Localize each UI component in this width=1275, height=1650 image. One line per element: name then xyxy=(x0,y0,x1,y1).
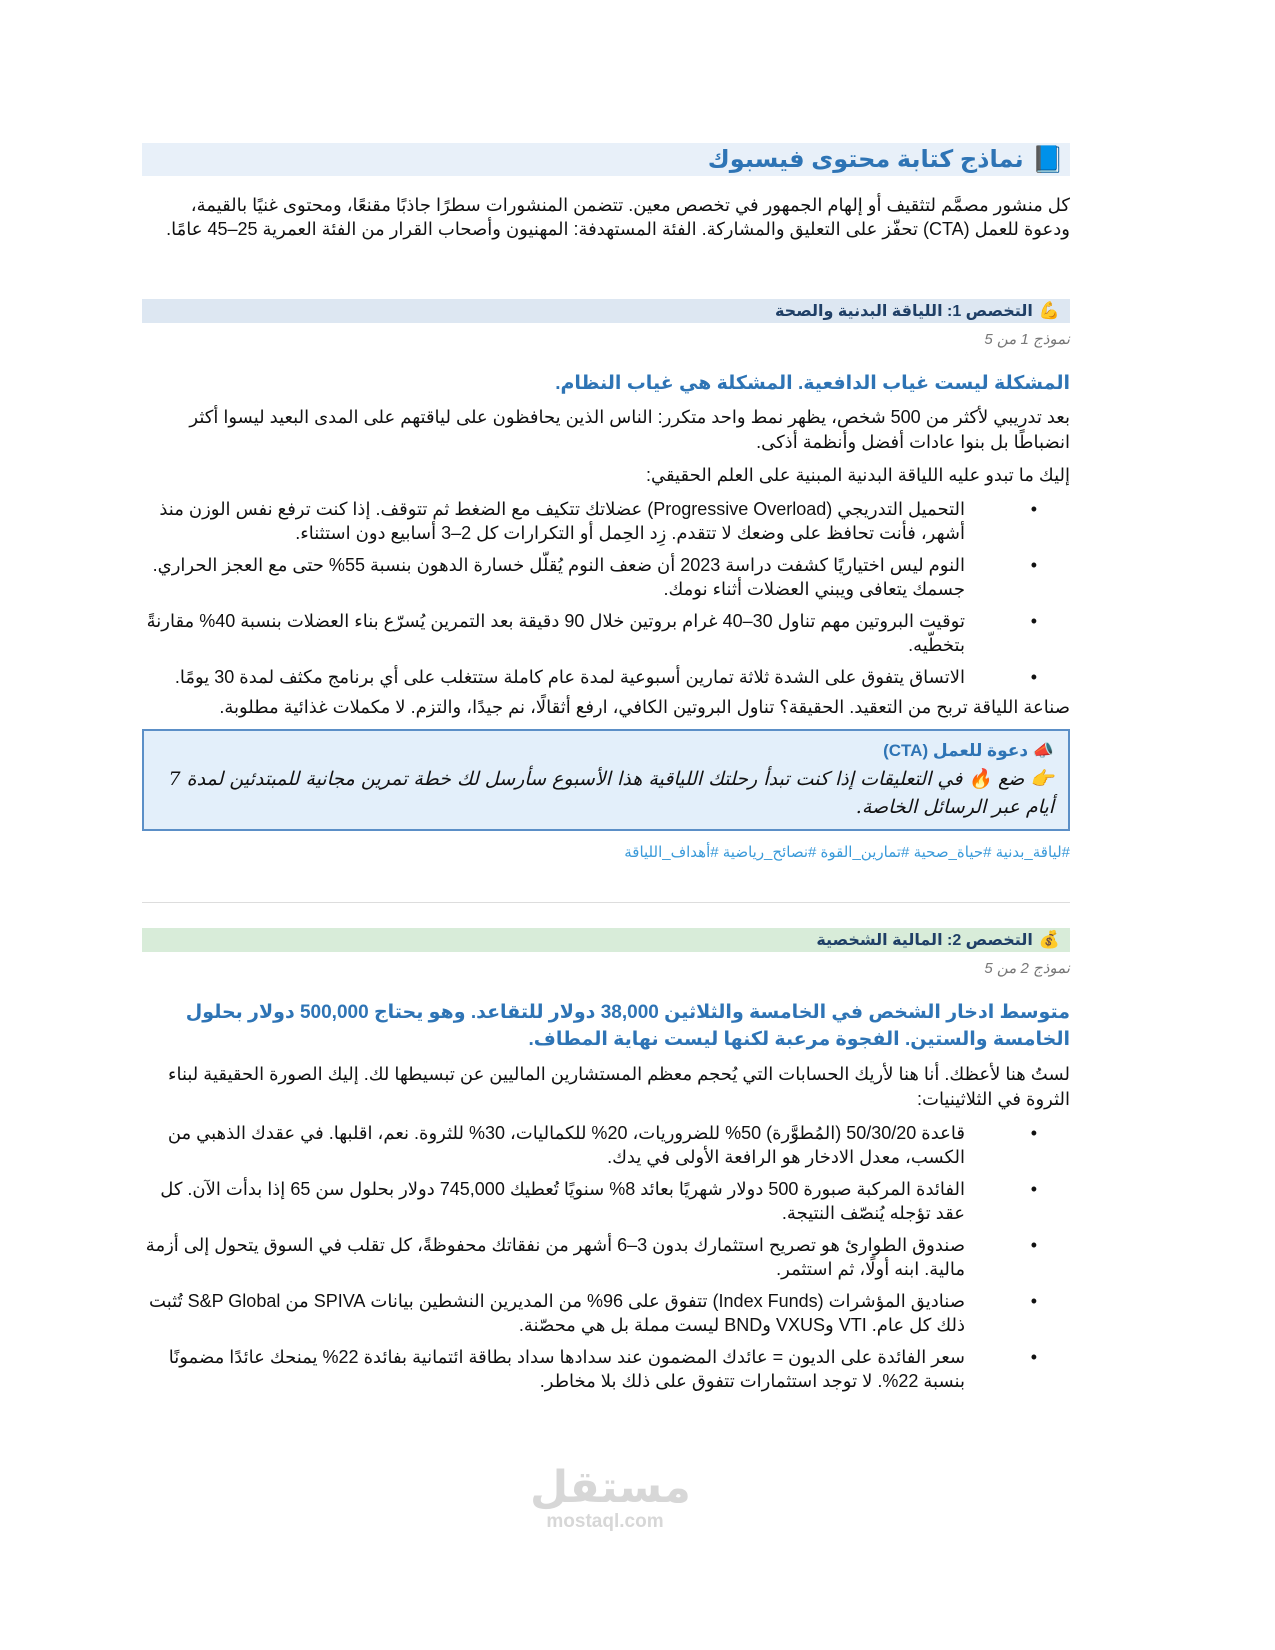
post-paragraph: إليك ما تبدو عليه اللياقة البدنية المبنية على العلم الحقيقي: xyxy=(645,465,1070,485)
sample-counter: نموذج 2 من 5 xyxy=(984,960,1070,977)
section-2-title: التخصص 2: المالية الشخصية xyxy=(816,932,1033,949)
hashtags[interactable]: #لياقة_بدنية #حياة_صحية #تمارين_القوة #نصائح_رياضية #أهداف_اللياقة xyxy=(624,844,1070,861)
cta-body: 👉 ضع 🔥 في التعليقات إذا كنت تبدأ رحلتك اللياقية هذا الأسبوع سأرسل لك خطة تمرين مجانية للمبتدئين لمدة 7 أيام عبر الرسائل الخاصة. xyxy=(168,768,1054,818)
section-1-header xyxy=(142,299,1070,323)
tips-list xyxy=(142,497,1070,697)
intro-paragraph: كل منشور مصمَّم لتثقيف أو إلهام الجمهور في تخصص معين. تتضمن المنشورات سطرًا جاذبًا مقنعًا، ومحتوى غنيًا بالقيمة، ودعوة للعمل (CTA) تحفّز على التعليق والمشاركة. الفئة المستهدفة: المهنيون وأصحاب القرار من الفئة العمرية 25–45 عامًا. xyxy=(166,195,1070,239)
post-paragraph: لستُ هنا لأعظك. أنا هنا لأريك الحسابات التي يُحجم معظم المستشارين الماليين عن تبسيطها لك. إليك الصورة الحقيقية لبناء الثروة في الثلاثينيات: xyxy=(168,1064,1070,1109)
list-item: • الاتساق يتفوق على الشدة ثلاثة تمارين أسبوعية لمدة عام كاملة ستتغلب على أي برنامج مكثف لمدة 30 يومًا. xyxy=(142,665,1025,689)
document-title: نماذج كتابة محتوى فيسبوك xyxy=(707,146,1024,173)
mostaql-watermark-logo xyxy=(530,1463,691,1533)
cta-title-text: دعوة للعمل (CTA) xyxy=(883,741,1029,760)
post-headline: المشكلة ليست غياب الدافعية. المشكلة هي غياب النظام. xyxy=(555,373,1070,394)
list-item: • صناديق المؤشرات (Index Funds) تتفوق على 96% من المديرين النشطين بيانات SPIVA من S&P Global تُثبت ذلك كل عام. VTI وVXUS وBND ليست مملة بل هي محصّنة. xyxy=(142,1289,1025,1337)
list-item: • توقيت البروتين مهم تناول 30–40 غرام بروتين خلال 90 دقيقة بعد التمرين يُسرّع بناء العضلات بنسبة 40% مقارنةً بتخطّيه. xyxy=(142,609,1025,657)
divider xyxy=(142,902,1070,903)
flexed-biceps-icon: 💪 xyxy=(1038,301,1060,320)
sample-counter: نموذج 1 من 5 xyxy=(984,331,1070,348)
section-2-header xyxy=(142,928,1070,952)
tips-list xyxy=(142,1121,1070,1401)
list-item: • النوم ليس اختياريًا كشفت دراسة 2023 أن ضعف النوم يُقلّل خسارة الدهون بنسبة 55% حتى مع العجز الحراري. جسمك يتعافى ويبني العضلات أثناء نومك. xyxy=(142,553,1025,601)
cta-box xyxy=(142,729,1070,831)
megaphone-icon: 📣 xyxy=(1032,741,1054,760)
book-icon: 📘 xyxy=(1031,144,1064,174)
watermark-arabic: مستقل xyxy=(530,1463,691,1512)
watermark-latin: mostaql.com xyxy=(546,1511,664,1532)
money-bag-icon: 💰 xyxy=(1038,930,1060,949)
closing-paragraph: صناعة اللياقة تربح من التعقيد. الحقيقة؟ تناول البروتين الكافي، ارفع أثقالًا، نم جيدًا، والتزم. لا مكملات غذائية مطلوبة. xyxy=(219,697,1070,717)
list-item: • صندوق الطوارئ هو تصريح استثمارك بدون 3–6 أشهر من نفقاتك محفوظةً، كل تقلب في السوق يتحول إلى أزمة مالية. ابنه أولًا، ثم استثمر. xyxy=(142,1233,1025,1281)
list-item: • التحميل التدريجي (Progressive Overload) عضلاتك تتكيف مع الضغط ثم تتوقف. إذا كنت ترفع نفس الوزن منذ أشهر، فأنت تحافظ على وضعك لا تتقدم. زِد الحِمل أو التكرارات كل 2–3 أسابيع دون استثناء. xyxy=(142,497,1025,545)
post-headline: متوسط ادخار الشخص في الخامسة والثلاثين 38,000 دولار للتقاعد. وهو يحتاج 500,000 دولار بحلول الخامسة والستين. الفجوة مرعبة لكنها ليست نهاية المطاف. xyxy=(185,1002,1070,1050)
list-item: • قاعدة 50/30/20 (المُطوَّرة) 50% للضروريات، 20% للكماليات، 30% للثروة. نعم، اقلبها. في عقدك الذهبي من الكسب، معدل الادخار هو الرافعة الأولى في يدك. xyxy=(142,1121,1025,1169)
list-item: • سعر الفائدة على الديون = عائدك المضمون عند سدادها سداد بطاقة ائتمانية بفائدة 22% يمنحك عائدًا مضمونًا بنسبة 22%. لا توجد استثمارات تتفوق على ذلك بلا مخاطر. xyxy=(142,1345,1025,1393)
cta-title xyxy=(158,741,1054,761)
document-title-bar xyxy=(142,143,1070,176)
section-1-title: التخصص 1: اللياقة البدنية والصحة xyxy=(774,303,1033,320)
list-item: • الفائدة المركبة صبورة 500 دولار شهريًا بعائد 8% سنويًا تُعطيك 745,000 دولار بحلول سن 65 إذا بدأت الآن. كل عقد تؤجله يُنصّف النتيجة. xyxy=(142,1177,1025,1225)
post-paragraph: بعد تدريبي لأكثر من 500 شخص، يظهر نمط واحد متكرر: الناس الذين يحافظون على لياقتهم على المدى البعيد ليسوا أكثر انضباطًا بل بنوا عادات أفضل وأنظمة أذكى. xyxy=(189,407,1070,452)
